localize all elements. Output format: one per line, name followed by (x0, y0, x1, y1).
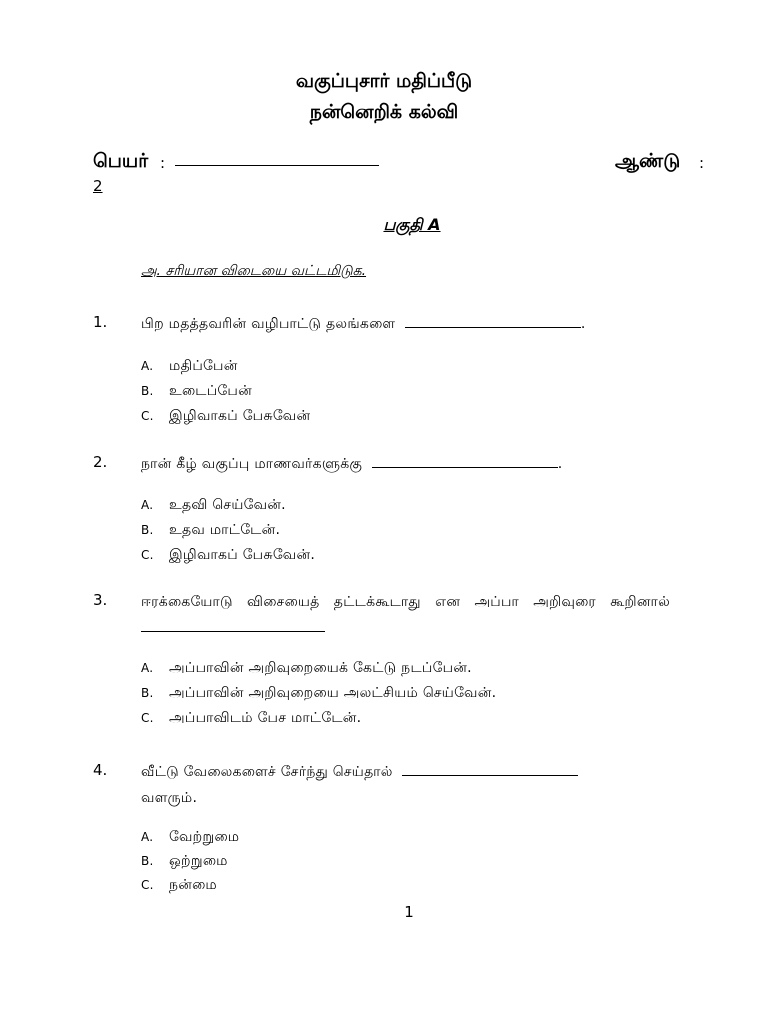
question-stem: ஈரக்கையோடு விசையைத் தட்டக்கூடாது என அப்பா அறிவுரை கூறினால் (141, 594, 670, 610)
question-number: 4. (93, 761, 108, 779)
option-letter: A. (141, 830, 154, 844)
year-colon: : (699, 154, 705, 172)
question-text (141, 759, 689, 811)
option-item (141, 522, 280, 540)
page-number: 1 (404, 903, 414, 921)
option-item (141, 877, 217, 895)
option-letter: C. (141, 878, 154, 892)
answer-blank (405, 313, 581, 328)
name-colon: : (160, 154, 166, 172)
question-text (141, 451, 689, 477)
option-item (141, 710, 361, 728)
question-text (141, 589, 689, 641)
option-letter: C. (141, 711, 154, 725)
option-text: அப்பாவின் அறிவுறையைக் கேட்டு நடப்பேன். (169, 660, 472, 676)
question-text (141, 311, 689, 337)
option-text: உதவ மாட்டேன். (169, 522, 281, 538)
option-letter: B. (141, 523, 154, 537)
question-stem: வீட்டு வேலைகளைச் சேர்ந்து செய்தால் (141, 764, 393, 780)
option-item (141, 383, 252, 401)
question-stem-end: வளரும். (141, 790, 198, 806)
option-item (141, 685, 496, 703)
answer-blank (372, 453, 558, 468)
answer-blank (141, 617, 325, 632)
question-number: 3. (93, 591, 108, 609)
option-letter: A. (141, 661, 154, 675)
question-number: 2. (93, 453, 108, 471)
option-item (141, 408, 310, 426)
year-label: ஆண்டு (615, 150, 681, 172)
year-value: 2 (93, 177, 103, 195)
section-title (0, 215, 768, 236)
option-item (141, 660, 472, 678)
question-stem: பிற மதத்தவரின் வழிபாட்டு தலங்களை (141, 316, 396, 332)
section-instruction: அ. சரியான விடையை வட்டமிடுக. (141, 263, 367, 279)
option-text: இழிவாகப் பேசுவேன். (169, 547, 316, 563)
option-letter: B. (141, 854, 154, 868)
option-text: அப்பாவிடம் பேச மாட்டேன். (169, 710, 362, 726)
section-title-text: பகுதி A (383, 215, 441, 234)
option-text: இழிவாகப் பேசுவேன் (169, 408, 311, 424)
answer-blank (402, 761, 578, 776)
question-stem-end: . (580, 316, 586, 332)
option-item (141, 829, 239, 847)
name-blank-line (175, 165, 379, 166)
option-text: நன்மை (169, 877, 217, 893)
option-item (141, 497, 286, 515)
name-label: பெயர் (93, 150, 149, 172)
option-letter: B. (141, 384, 154, 398)
worksheet-subject: நன்னெறிக் கல்வி (309, 101, 459, 123)
question-stem-end: . (557, 456, 563, 472)
option-letter: A. (141, 359, 154, 373)
option-letter: C. (141, 409, 154, 423)
option-text: அப்பாவின் அறிவுறையை அலட்சியம் செய்வேன். (169, 685, 497, 701)
option-letter: B. (141, 686, 154, 700)
option-text: ஒற்றுமை (169, 853, 228, 869)
worksheet-title: வகுப்புசார் மதிப்பீடு (295, 70, 473, 92)
question-number: 1. (93, 313, 108, 331)
option-letter: A. (141, 498, 154, 512)
option-item (141, 853, 228, 871)
option-letter: C. (141, 548, 154, 562)
option-item (141, 547, 315, 565)
option-text: உதவி செய்வேன். (169, 497, 286, 513)
option-item (141, 358, 238, 376)
option-text: வேற்றுமை (169, 829, 240, 845)
option-text: உடைப்பேன் (169, 383, 252, 399)
question-stem: நான் கீழ் வகுப்பு மாணவர்களுக்கு (141, 456, 363, 472)
option-text: மதிப்பேன் (169, 358, 238, 374)
